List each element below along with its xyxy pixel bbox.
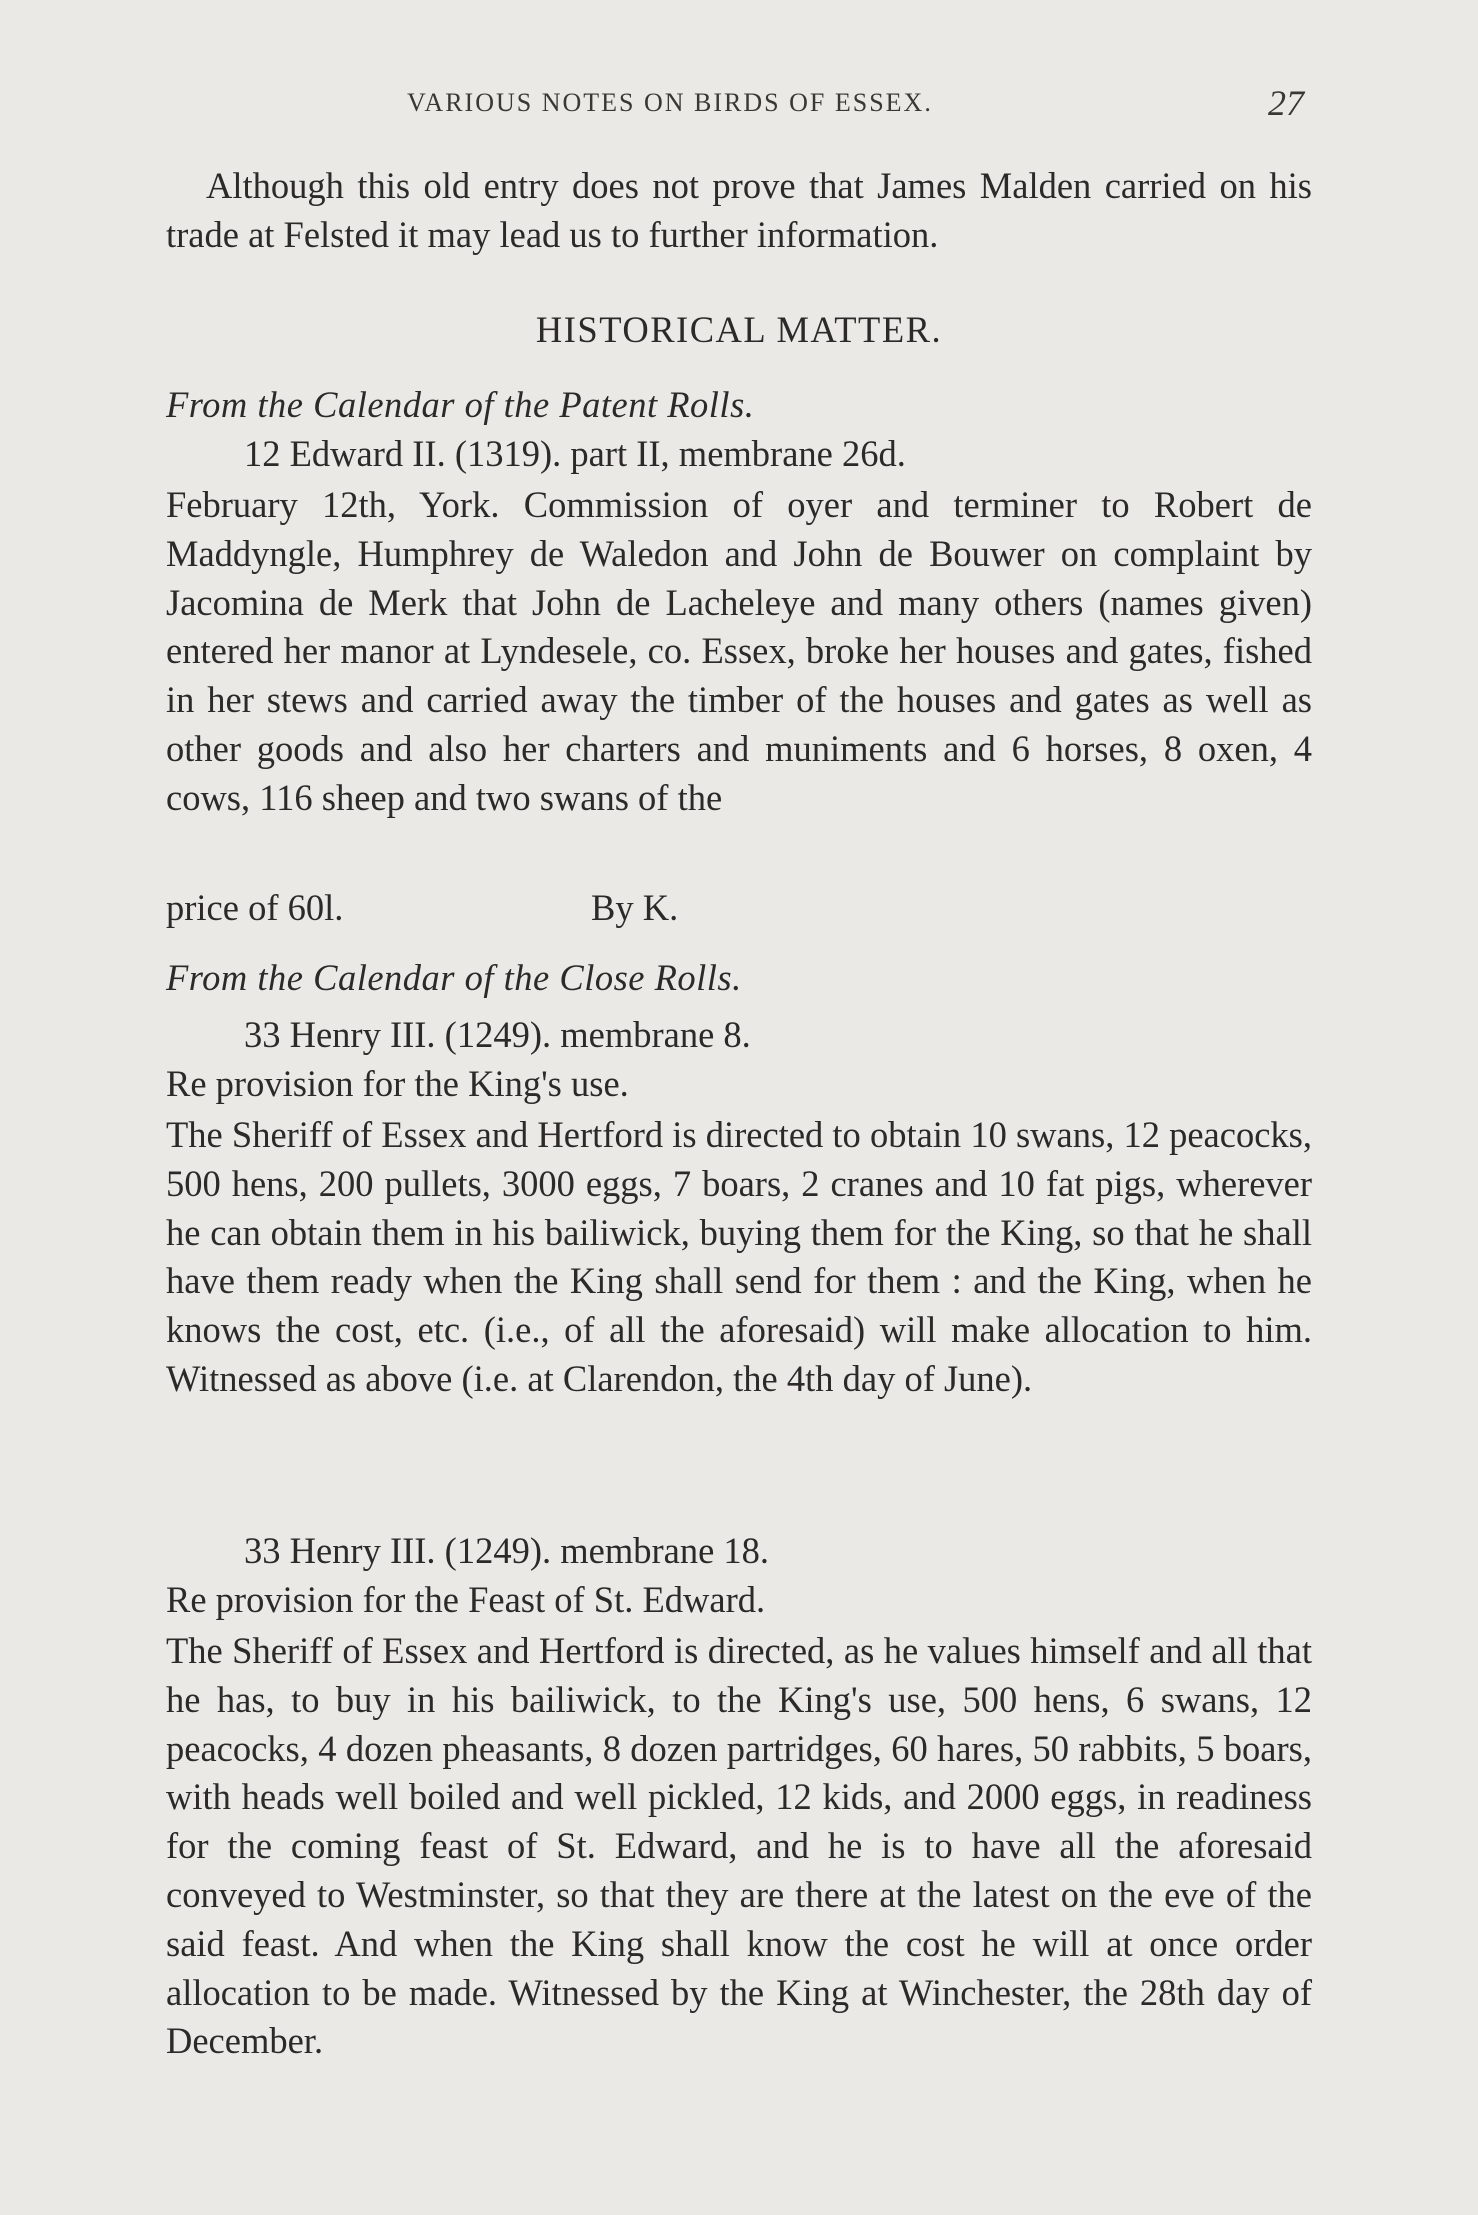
close-rolls-entry2-subject: Re provision for the Feast of St. Edward. xyxy=(166,1579,766,1620)
patent-rolls-reference: 12 Edward II. (1319). part II, membrane 26d. xyxy=(244,433,906,474)
patent-rolls-body: February 12th, York. Commission of oyer and terminer to Robert de Maddyngle, Humphrey de Waledon and John de Bouwer on complaint by Jacomina de Merk that John de Lacheleye and many others (names given) entered her manor at Lyndesele, co. Essex, broke her houses and gates, fished in her stews and carried away the timber of the houses and gates as well as other goods and also her charters and muniments and 6 horses, 8 oxen, 4 cows, 116 sheep and two swans of the xyxy=(166,484,1312,818)
section-heading: HISTORICAL MATTER. xyxy=(535,309,943,350)
close-rolls-entry1-reference: 33 Henry III. (1249). membrane 8. xyxy=(244,1014,751,1055)
close-rolls-entry2-body: The Sheriff of Essex and Hertford is directed, as he values himself and all that he has, to buy in his bailiwick, to the King's use, 500 hens, 6 swans, 12 peacocks, 4 dozen pheasants, 8 dozen partridges, 60 hares, 50 rabbits, 5 boars, with heads well boiled and well pickled, 12 kids, and 2000 eggs, in readiness for the coming feast of St. Edward, and he is to have all the aforesaid conveyed to Westminster, so that they are there at the latest on the eve of the said feast. And when the King shall know the cost he will at once order allocation to be made. Witnessed by the King at Winchester, the 28th day of December. xyxy=(166,1630,1312,2062)
patent-rolls-signature: By K. xyxy=(591,887,679,928)
patent-rolls-last-line: price of 60l. xyxy=(166,887,344,928)
page-number: 27 xyxy=(1268,83,1304,123)
close-rolls-entry1-body: The Sheriff of Essex and Hertford is directed to obtain 10 swans, 12 peacocks, 500 hens, 200 pullets, 3000 eggs, 7 boars, 2 cranes and 10 fat pigs, wherever he can obtain them in his bailiwick, buying them for the King, so that he shall have them ready when the King shall send for them : and the King, when he knows the cost, etc. (i.e., of all the aforesaid) will make allocation to him. Witnessed as above (i.e. at Clarendon, the 4th day of June). xyxy=(166,1114,1312,1399)
close-rolls-entry2-reference: 33 Henry III. (1249). membrane 18. xyxy=(244,1530,770,1571)
close-rolls-source: From the Calendar of the Close Rolls. xyxy=(166,957,742,998)
close-rolls-entry1-subject: Re provision for the King's use. xyxy=(166,1063,629,1104)
intro-paragraph: Although this old entry does not prove that James Malden carried on his trade at Felsted it may lead us to further information. xyxy=(166,165,1312,255)
patent-rolls-source: From the Calendar of the Patent Rolls. xyxy=(166,384,755,425)
running-title: VARIOUS NOTES ON BIRDS OF ESSEX. xyxy=(407,88,933,117)
